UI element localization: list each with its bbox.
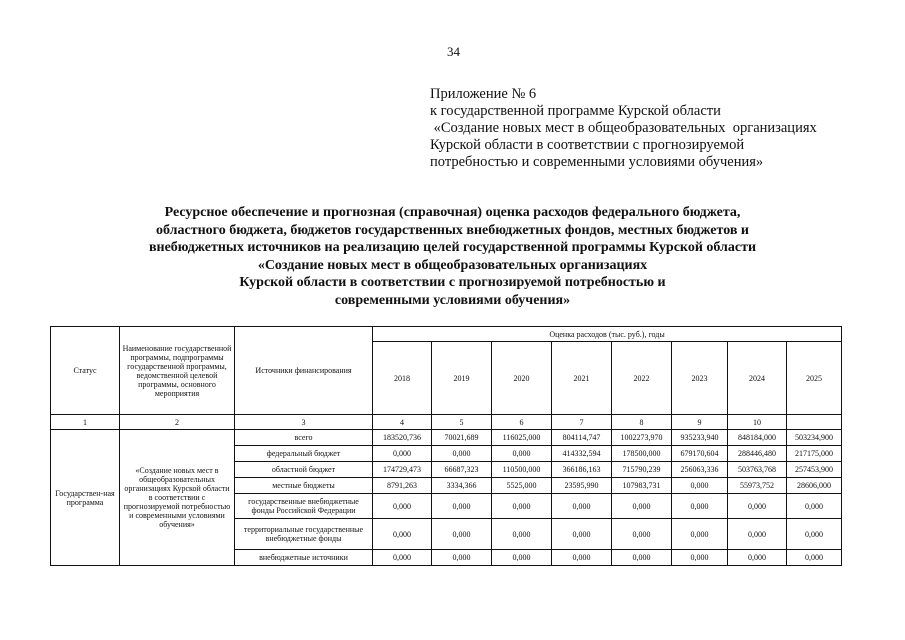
source-cell: всего	[235, 430, 373, 446]
column-index: 6	[492, 415, 552, 430]
table-row	[51, 430, 842, 446]
value-cell: 935233,940	[672, 430, 728, 446]
value-cell: 55973,752	[728, 478, 787, 494]
value-cell: 848184,000	[728, 430, 787, 446]
source-cell: внебюджетные источники	[235, 550, 373, 566]
value-cell: 679170,604	[672, 446, 728, 462]
title-line: Курской области в соответствии с прогнозируемой потребностью и	[239, 275, 666, 290]
year-header: 2019	[432, 342, 492, 415]
value-cell: 116025,000	[492, 430, 552, 446]
appendix-line: к государственной программе Курской области	[430, 103, 721, 119]
title-line: современными условиями обучения»	[334, 292, 571, 308]
value-cell: 0,000	[432, 519, 492, 550]
value-cell: 366186,163	[552, 462, 612, 478]
program-name-header: Наименование государственной программы, подпрограммы государственной программы, ведомственной целевой программы, основного мероприятия	[120, 327, 235, 415]
value-cell: 0,000	[612, 519, 672, 550]
title-line: Ресурсное обеспечение и прогнозная (справочная) оценка расходов федерального бюджета,	[164, 205, 741, 220]
appendix-block	[430, 86, 817, 171]
value-cell: 0,000	[373, 550, 432, 566]
value-cell: 110500,000	[492, 462, 552, 478]
value-cell: 183520,736	[373, 430, 432, 446]
value-cell: 8791,263	[373, 478, 432, 494]
page-number: 34	[447, 44, 460, 59]
value-cell: 217175,000	[787, 446, 842, 462]
value-cell: 414332,594	[552, 446, 612, 462]
value-cell: 0,000	[492, 446, 552, 462]
value-cell: 28606,000	[787, 478, 842, 494]
value-cell: 0,000	[612, 550, 672, 566]
value-cell: 0,000	[432, 494, 492, 519]
column-index: 7	[552, 415, 612, 430]
value-cell: 0,000	[728, 519, 787, 550]
value-cell: 1002273,970	[612, 430, 672, 446]
title-line: внебюджетных источников на реализацию целей государственной программы Курской области	[148, 240, 757, 255]
value-cell: 0,000	[672, 519, 728, 550]
year-header: 2023	[672, 342, 728, 415]
year-header: 2025	[787, 342, 842, 415]
year-header: 2020	[492, 342, 552, 415]
value-cell: 178500,000	[612, 446, 672, 462]
budget-table	[50, 326, 842, 566]
value-cell: 0,000	[552, 550, 612, 566]
appendix-line: потребностью и современными условиями обучения»	[430, 154, 764, 170]
value-cell: 107983,731	[612, 478, 672, 494]
column-index: 9	[672, 415, 728, 430]
title-line: «Создание новых мест в общеобразовательных организациях	[257, 257, 648, 273]
value-cell: 0,000	[432, 550, 492, 566]
header-row	[51, 327, 842, 342]
value-cell: 70021,689	[432, 430, 492, 446]
column-index-row	[51, 415, 842, 430]
value-cell: 174729,473	[373, 462, 432, 478]
value-cell: 0,000	[492, 494, 552, 519]
value-cell: 0,000	[373, 446, 432, 462]
value-cell: 804114,747	[552, 430, 612, 446]
value-cell: 288446,480	[728, 446, 787, 462]
column-index: 2	[120, 415, 235, 430]
column-index: 1	[51, 415, 120, 430]
source-cell: федеральный бюджет	[235, 446, 373, 462]
value-cell: 0,000	[492, 519, 552, 550]
value-cell: 66687,323	[432, 462, 492, 478]
value-cell: 0,000	[787, 550, 842, 566]
status-header: Статус	[51, 327, 120, 415]
value-cell: 3334,366	[432, 478, 492, 494]
appendix-line: Приложение № 6	[430, 86, 537, 102]
value-cell: 0,000	[373, 494, 432, 519]
title-line: областного бюджета, бюджетов государственных внебюджетных фондов, местных бюджетов и	[156, 222, 749, 238]
value-cell: 503234,900	[787, 430, 842, 446]
appendix-line: Курской области в соответствии с прогнозируемой	[430, 137, 745, 153]
source-cell: государственные внебюджетные фонды Российской Федерации	[235, 494, 373, 519]
document-title	[120, 204, 785, 309]
source-cell: территориальные государственные внебюджетные фонды	[235, 519, 373, 550]
value-cell: 257453,900	[787, 462, 842, 478]
value-cell: 0,000	[672, 550, 728, 566]
value-cell: 503763,768	[728, 462, 787, 478]
column-index: 5	[432, 415, 492, 430]
value-cell: 0,000	[728, 550, 787, 566]
value-cell: 256063,336	[672, 462, 728, 478]
appendix-line: «Создание новых мест в общеобразовательных организациях	[430, 120, 817, 136]
value-cell: 5525,000	[492, 478, 552, 494]
value-cell: 0,000	[787, 519, 842, 550]
status-cell: Государствен-ная программа	[51, 430, 120, 566]
year-header: 2022	[612, 342, 672, 415]
value-cell: 0,000	[432, 446, 492, 462]
value-cell: 0,000	[672, 478, 728, 494]
value-cell: 0,000	[552, 519, 612, 550]
column-index: 3	[235, 415, 373, 430]
column-index	[787, 415, 842, 430]
value-cell: 0,000	[787, 494, 842, 519]
value-cell: 0,000	[728, 494, 787, 519]
program-name-cell: «Создание новых мест в общеобразовательных организациях Курской области в соответствии с прогнозируемой потребностью и современными условиями обучения»	[120, 430, 235, 566]
value-cell: 0,000	[492, 550, 552, 566]
value-cell: 0,000	[373, 519, 432, 550]
value-cell: 0,000	[672, 494, 728, 519]
column-index: 10	[728, 415, 787, 430]
estimate-group-header: Оценка расходов (тыс. руб.), годы	[373, 327, 842, 342]
column-index: 4	[373, 415, 432, 430]
source-cell: областной бюджет	[235, 462, 373, 478]
column-index: 8	[612, 415, 672, 430]
year-header: 2018	[373, 342, 432, 415]
year-header: 2021	[552, 342, 612, 415]
year-header: 2024	[728, 342, 787, 415]
value-cell: 0,000	[552, 494, 612, 519]
source-cell: местные бюджеты	[235, 478, 373, 494]
value-cell: 715790,239	[612, 462, 672, 478]
sources-header: Источники финансирования	[235, 327, 373, 415]
value-cell: 0,000	[612, 494, 672, 519]
value-cell: 23595,990	[552, 478, 612, 494]
